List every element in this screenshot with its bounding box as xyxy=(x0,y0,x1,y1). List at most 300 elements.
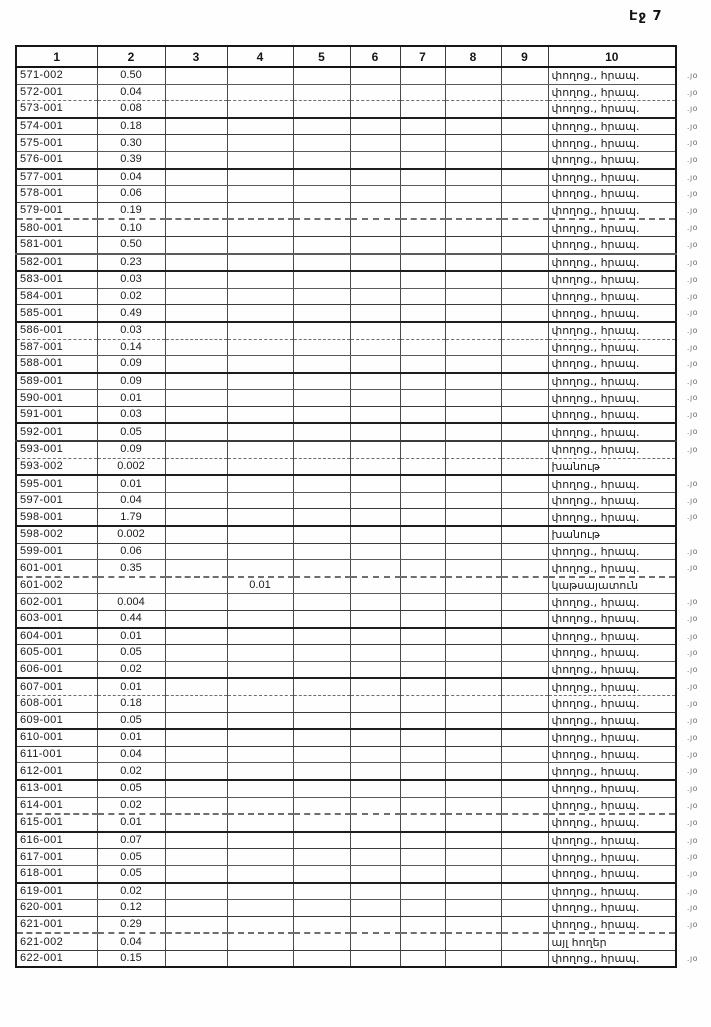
cell-area: 0.49 xyxy=(97,305,165,322)
cell-landuse xyxy=(548,509,698,526)
cell-code: 598-001 xyxy=(16,509,97,526)
margin-mark: .յօ xyxy=(686,886,698,896)
table-row xyxy=(16,101,676,118)
table-row xyxy=(16,577,676,594)
landuse-label: փողոց., հրապ. xyxy=(551,306,640,320)
cell-empty xyxy=(445,900,501,917)
margin-mark: .յօ xyxy=(686,359,698,369)
cell-landuse xyxy=(548,219,698,236)
cell-empty xyxy=(400,763,445,780)
cell-landuse xyxy=(548,746,698,763)
cell-landuse xyxy=(548,900,698,917)
cell-landuse xyxy=(548,865,698,882)
cell-empty xyxy=(293,814,350,832)
cell-empty xyxy=(293,695,350,712)
cell-empty xyxy=(501,67,548,84)
cell-area: 0.05 xyxy=(97,645,165,662)
cell-empty xyxy=(165,322,227,339)
margin-mark: .յօ xyxy=(686,427,698,437)
cell-empty xyxy=(445,780,501,797)
margin-mark: .յօ xyxy=(686,648,698,658)
table-row xyxy=(16,271,676,288)
cell-landuse xyxy=(548,288,698,305)
margin-mark: .յօ xyxy=(686,597,698,607)
cell-empty xyxy=(350,271,400,288)
cell-col4 xyxy=(227,916,293,933)
cell-empty xyxy=(350,169,400,186)
landuse-label: փողոց., հրապ. xyxy=(551,612,640,626)
landuse-label: փողոց., հրապ. xyxy=(551,69,640,83)
cell-empty xyxy=(350,832,400,849)
cell-empty xyxy=(350,950,400,967)
cell-empty xyxy=(445,406,501,423)
cell-col4 xyxy=(227,169,293,186)
table-row xyxy=(16,865,676,882)
cell-empty xyxy=(350,628,400,645)
cell-empty xyxy=(400,151,445,168)
cell-col4 xyxy=(227,780,293,797)
margin-mark: .յօ xyxy=(686,393,698,403)
cell-landuse xyxy=(548,135,698,152)
cell-empty xyxy=(445,594,501,611)
cell-area: 0.004 xyxy=(97,594,165,611)
landuse-label: փողոց., հրապ. xyxy=(551,917,640,931)
cell-col4 xyxy=(227,288,293,305)
cell-empty xyxy=(165,219,227,236)
cell-empty xyxy=(165,390,227,407)
cell-area: 0.04 xyxy=(97,933,165,950)
cell-empty xyxy=(350,543,400,560)
cell-empty xyxy=(501,236,548,253)
landuse-label: փողոց., հրապ. xyxy=(551,255,640,269)
cell-empty xyxy=(501,628,548,645)
margin-mark: .յօ xyxy=(686,308,698,318)
table-row xyxy=(16,219,676,236)
cell-area: 1.79 xyxy=(97,509,165,526)
cell-empty xyxy=(445,678,501,695)
cell-landuse xyxy=(548,151,698,168)
cell-landuse xyxy=(548,849,698,866)
cell-col4 xyxy=(227,950,293,967)
cell-empty xyxy=(350,560,400,577)
cell-empty xyxy=(293,423,350,441)
cell-empty xyxy=(165,356,227,373)
cell-empty xyxy=(400,832,445,849)
cell-empty xyxy=(501,865,548,882)
table-row xyxy=(16,118,676,135)
cell-col4 xyxy=(227,712,293,729)
cell-code: 581-001 xyxy=(16,236,97,253)
table-row xyxy=(16,661,676,678)
cell-landuse xyxy=(548,458,676,475)
table-row xyxy=(16,900,676,917)
cell-empty xyxy=(293,373,350,390)
cell-empty xyxy=(350,916,400,933)
cell-area: 0.30 xyxy=(97,135,165,152)
cell-empty xyxy=(445,236,501,253)
cell-empty xyxy=(293,832,350,849)
cell-code: 571-002 xyxy=(16,67,97,84)
cell-empty xyxy=(501,797,548,814)
cell-col4 xyxy=(227,406,293,423)
margin-mark: .յօ xyxy=(686,698,698,708)
cell-area: 0.05 xyxy=(97,865,165,882)
cell-empty xyxy=(293,339,350,356)
cell-empty xyxy=(445,543,501,560)
cell-landuse xyxy=(548,186,698,203)
cell-code: 598-002 xyxy=(16,526,97,543)
cell-empty xyxy=(400,236,445,253)
cell-code: 590-001 xyxy=(16,390,97,407)
column-header: 6 xyxy=(350,46,400,67)
cell-empty xyxy=(445,202,501,219)
margin-mark: .յօ xyxy=(686,903,698,913)
cell-empty xyxy=(501,695,548,712)
cell-empty xyxy=(501,101,548,118)
margin-mark: .յօ xyxy=(686,409,698,419)
cell-col4 xyxy=(227,219,293,236)
landuse-label: փողոց., հրապ. xyxy=(551,477,640,491)
cell-code: 608-001 xyxy=(16,695,97,712)
cell-area: 0.50 xyxy=(97,67,165,84)
cell-col4 xyxy=(227,101,293,118)
cell-empty xyxy=(165,526,227,543)
margin-mark: .յօ xyxy=(686,800,698,810)
cell-code: 602-001 xyxy=(16,594,97,611)
landuse-label: փողոց., հրապ. xyxy=(551,391,640,405)
cell-empty xyxy=(293,950,350,967)
cell-empty xyxy=(293,712,350,729)
cell-code: 593-001 xyxy=(16,441,97,458)
cell-empty xyxy=(400,661,445,678)
cell-empty xyxy=(501,526,548,543)
cell-empty xyxy=(400,814,445,832)
table-row xyxy=(16,254,676,272)
cell-empty xyxy=(400,950,445,967)
cell-landuse xyxy=(548,492,698,509)
cell-landuse xyxy=(548,390,698,407)
landuse-label: փողոց., հրապ. xyxy=(551,663,640,677)
cell-landuse xyxy=(548,373,698,390)
table-row xyxy=(16,84,676,101)
table-row xyxy=(16,814,676,832)
page-number-label: Էջ 7 xyxy=(629,9,663,24)
cell-area: 0.39 xyxy=(97,151,165,168)
cell-area: 0.02 xyxy=(97,763,165,780)
column-header: 10 xyxy=(548,46,676,67)
cell-code: 612-001 xyxy=(16,763,97,780)
margin-mark: .յօ xyxy=(686,766,698,776)
cell-landuse xyxy=(548,883,698,900)
cell-empty xyxy=(165,543,227,560)
margin-mark: .յօ xyxy=(686,631,698,641)
cell-empty xyxy=(350,322,400,339)
cell-empty xyxy=(293,526,350,543)
column-header: 2 xyxy=(97,46,165,67)
cell-landuse xyxy=(548,67,698,84)
cell-area: 0.02 xyxy=(97,883,165,900)
cell-empty xyxy=(165,118,227,135)
cell-empty xyxy=(293,406,350,423)
cell-empty xyxy=(501,441,548,458)
cell-empty xyxy=(400,712,445,729)
cell-empty xyxy=(165,186,227,203)
cell-empty xyxy=(165,305,227,322)
landuse-label: փողոց., հրապ. xyxy=(551,324,640,338)
table-row xyxy=(16,373,676,390)
cell-empty xyxy=(445,305,501,322)
cell-empty xyxy=(350,611,400,628)
landuse-label: փողոց., հրապ. xyxy=(551,748,640,762)
cell-code: 585-001 xyxy=(16,305,97,322)
cell-empty xyxy=(293,933,350,950)
margin-mark: .յօ xyxy=(686,239,698,249)
cell-empty xyxy=(400,611,445,628)
cell-code: 592-001 xyxy=(16,423,97,441)
cell-code: 577-001 xyxy=(16,169,97,186)
margin-mark: .յօ xyxy=(686,953,698,963)
cell-code: 622-001 xyxy=(16,950,97,967)
cell-landuse xyxy=(548,832,698,849)
cell-landuse xyxy=(548,695,698,712)
cell-empty xyxy=(165,865,227,882)
cell-empty xyxy=(400,322,445,339)
cell-empty xyxy=(293,390,350,407)
column-header: 1 xyxy=(16,46,97,67)
cell-empty xyxy=(293,288,350,305)
landuse-label: փողոց., հրապ. xyxy=(551,764,640,778)
cell-empty xyxy=(165,695,227,712)
cell-landuse xyxy=(548,916,698,933)
cell-empty xyxy=(501,712,548,729)
cell-col4 xyxy=(227,849,293,866)
cell-area: 0.18 xyxy=(97,695,165,712)
cell-empty xyxy=(293,729,350,746)
cell-empty xyxy=(445,271,501,288)
landuse-label: փողոց., հրապ. xyxy=(551,85,640,99)
table-body xyxy=(16,67,698,967)
landuse-label: խանութ xyxy=(551,459,600,473)
cell-empty xyxy=(445,135,501,152)
cell-empty xyxy=(165,763,227,780)
cell-empty xyxy=(165,577,227,594)
margin-mark: .յօ xyxy=(686,664,698,674)
table-row xyxy=(16,406,676,423)
cell-empty xyxy=(293,441,350,458)
table-row xyxy=(16,832,676,849)
cell-empty xyxy=(165,475,227,492)
cell-empty xyxy=(165,594,227,611)
landuse-label: փողոց., հրապ. xyxy=(551,510,640,524)
cell-empty xyxy=(293,797,350,814)
cell-landuse xyxy=(548,933,676,950)
cell-empty xyxy=(350,746,400,763)
cell-col4 xyxy=(227,695,293,712)
margin-mark: .յօ xyxy=(686,445,698,455)
landuse-label: փողոց., հրապ. xyxy=(551,408,640,422)
cell-empty xyxy=(165,135,227,152)
cell-code: 579-001 xyxy=(16,202,97,219)
cell-empty xyxy=(445,509,501,526)
cell-empty xyxy=(293,169,350,186)
cell-col4 xyxy=(227,458,293,475)
landuse-label: փողոց., հրապ. xyxy=(551,731,640,745)
cell-empty xyxy=(501,832,548,849)
landuse-label: փողոց., հրապ. xyxy=(551,187,640,201)
cell-empty xyxy=(350,577,400,594)
cell-code: 597-001 xyxy=(16,492,97,509)
cell-code: 576-001 xyxy=(16,151,97,168)
cell-empty xyxy=(350,797,400,814)
cell-empty xyxy=(293,492,350,509)
landuse-label: փողոց., հրապ. xyxy=(551,443,640,457)
cell-empty xyxy=(293,186,350,203)
table-row xyxy=(16,135,676,152)
cell-code: 603-001 xyxy=(16,611,97,628)
landuse-label: փողոց., հրապ. xyxy=(551,238,640,252)
cell-empty xyxy=(350,186,400,203)
cell-empty xyxy=(293,543,350,560)
cell-landuse xyxy=(548,950,698,967)
cell-landuse xyxy=(548,678,698,695)
cell-col4 xyxy=(227,900,293,917)
table-row xyxy=(16,916,676,933)
cell-empty xyxy=(350,883,400,900)
cell-col4 xyxy=(227,797,293,814)
cell-empty xyxy=(445,169,501,186)
cell-col4 xyxy=(227,678,293,695)
cell-col4 xyxy=(227,763,293,780)
cell-area: 0.04 xyxy=(97,492,165,509)
cell-empty xyxy=(293,849,350,866)
cell-empty xyxy=(400,67,445,84)
cell-empty xyxy=(350,695,400,712)
landuse-label: փողոց., հրապ. xyxy=(551,494,640,508)
table-row xyxy=(16,339,676,356)
cell-code: 588-001 xyxy=(16,356,97,373)
cell-col4 xyxy=(227,560,293,577)
cell-empty xyxy=(293,151,350,168)
cell-empty xyxy=(501,763,548,780)
cell-empty xyxy=(445,219,501,236)
table-row xyxy=(16,356,676,373)
landuse-label: փողոց., հրապ. xyxy=(551,136,640,150)
cell-empty xyxy=(445,814,501,832)
landuse-label: փողոց., հրապ. xyxy=(551,952,640,966)
cell-empty xyxy=(165,271,227,288)
cell-empty xyxy=(400,169,445,186)
cell-landuse xyxy=(548,475,698,492)
cell-empty xyxy=(445,763,501,780)
cell-empty xyxy=(445,186,501,203)
cell-empty xyxy=(350,763,400,780)
cell-empty xyxy=(445,254,501,272)
cell-empty xyxy=(350,67,400,84)
cell-empty xyxy=(165,933,227,950)
table-row xyxy=(16,746,676,763)
cell-area: 0.23 xyxy=(97,254,165,272)
cell-empty xyxy=(400,271,445,288)
cell-empty xyxy=(400,423,445,441)
cell-empty xyxy=(445,712,501,729)
cell-code: 580-001 xyxy=(16,219,97,236)
margin-mark: .յօ xyxy=(686,189,698,199)
column-header: 9 xyxy=(501,46,548,67)
margin-mark: .յօ xyxy=(686,257,698,267)
cell-col4 xyxy=(227,271,293,288)
data-table xyxy=(15,45,698,968)
cell-empty xyxy=(445,288,501,305)
cell-empty xyxy=(165,712,227,729)
margin-mark: .յօ xyxy=(686,868,698,878)
margin-mark: .յօ xyxy=(686,783,698,793)
table-row xyxy=(16,458,676,475)
cell-empty xyxy=(445,67,501,84)
landuse-label: փողոց., հրապ. xyxy=(551,170,640,184)
cell-empty xyxy=(350,254,400,272)
cell-code: 584-001 xyxy=(16,288,97,305)
cell-area: 0.09 xyxy=(97,356,165,373)
cell-empty xyxy=(400,135,445,152)
cell-area: 0.09 xyxy=(97,373,165,390)
cell-col4 xyxy=(227,67,293,84)
landuse-label: փողոց., հրապ. xyxy=(551,425,640,439)
cell-empty xyxy=(400,900,445,917)
cell-area: 0.002 xyxy=(97,458,165,475)
cell-landuse xyxy=(548,780,698,797)
cell-code: 601-002 xyxy=(16,577,97,594)
cell-empty xyxy=(501,271,548,288)
cell-col4 xyxy=(227,373,293,390)
cell-empty xyxy=(501,509,548,526)
landuse-label: փողոց., հրապ. xyxy=(551,340,640,354)
cell-empty xyxy=(165,151,227,168)
cell-empty xyxy=(350,236,400,253)
cell-empty xyxy=(350,390,400,407)
cell-landuse xyxy=(548,254,698,272)
cell-empty xyxy=(400,219,445,236)
cell-empty xyxy=(400,441,445,458)
cell-empty xyxy=(350,202,400,219)
table-row xyxy=(16,950,676,967)
landuse-label: փողոց., հրապ. xyxy=(551,374,640,388)
cell-empty xyxy=(445,492,501,509)
column-header: 7 xyxy=(400,46,445,67)
cell-col4 xyxy=(227,543,293,560)
cell-empty xyxy=(501,746,548,763)
cell-empty xyxy=(350,492,400,509)
cell-empty xyxy=(350,406,400,423)
cell-empty xyxy=(445,849,501,866)
cell-empty xyxy=(293,254,350,272)
cell-landuse xyxy=(548,84,698,101)
cell-empty xyxy=(350,151,400,168)
cell-area: 0.08 xyxy=(97,101,165,118)
cell-col4 xyxy=(227,151,293,168)
cell-col4 xyxy=(227,526,293,543)
cell-col4 xyxy=(227,832,293,849)
cell-col4 xyxy=(227,339,293,356)
column-header: 5 xyxy=(293,46,350,67)
cell-area: 0.03 xyxy=(97,406,165,423)
cell-col4 xyxy=(227,661,293,678)
cell-area: 0.05 xyxy=(97,712,165,729)
cell-landuse xyxy=(548,101,698,118)
margin-mark: .յօ xyxy=(686,563,698,573)
cell-col4 xyxy=(227,865,293,882)
table-row xyxy=(16,780,676,797)
cell-code: 617-001 xyxy=(16,849,97,866)
